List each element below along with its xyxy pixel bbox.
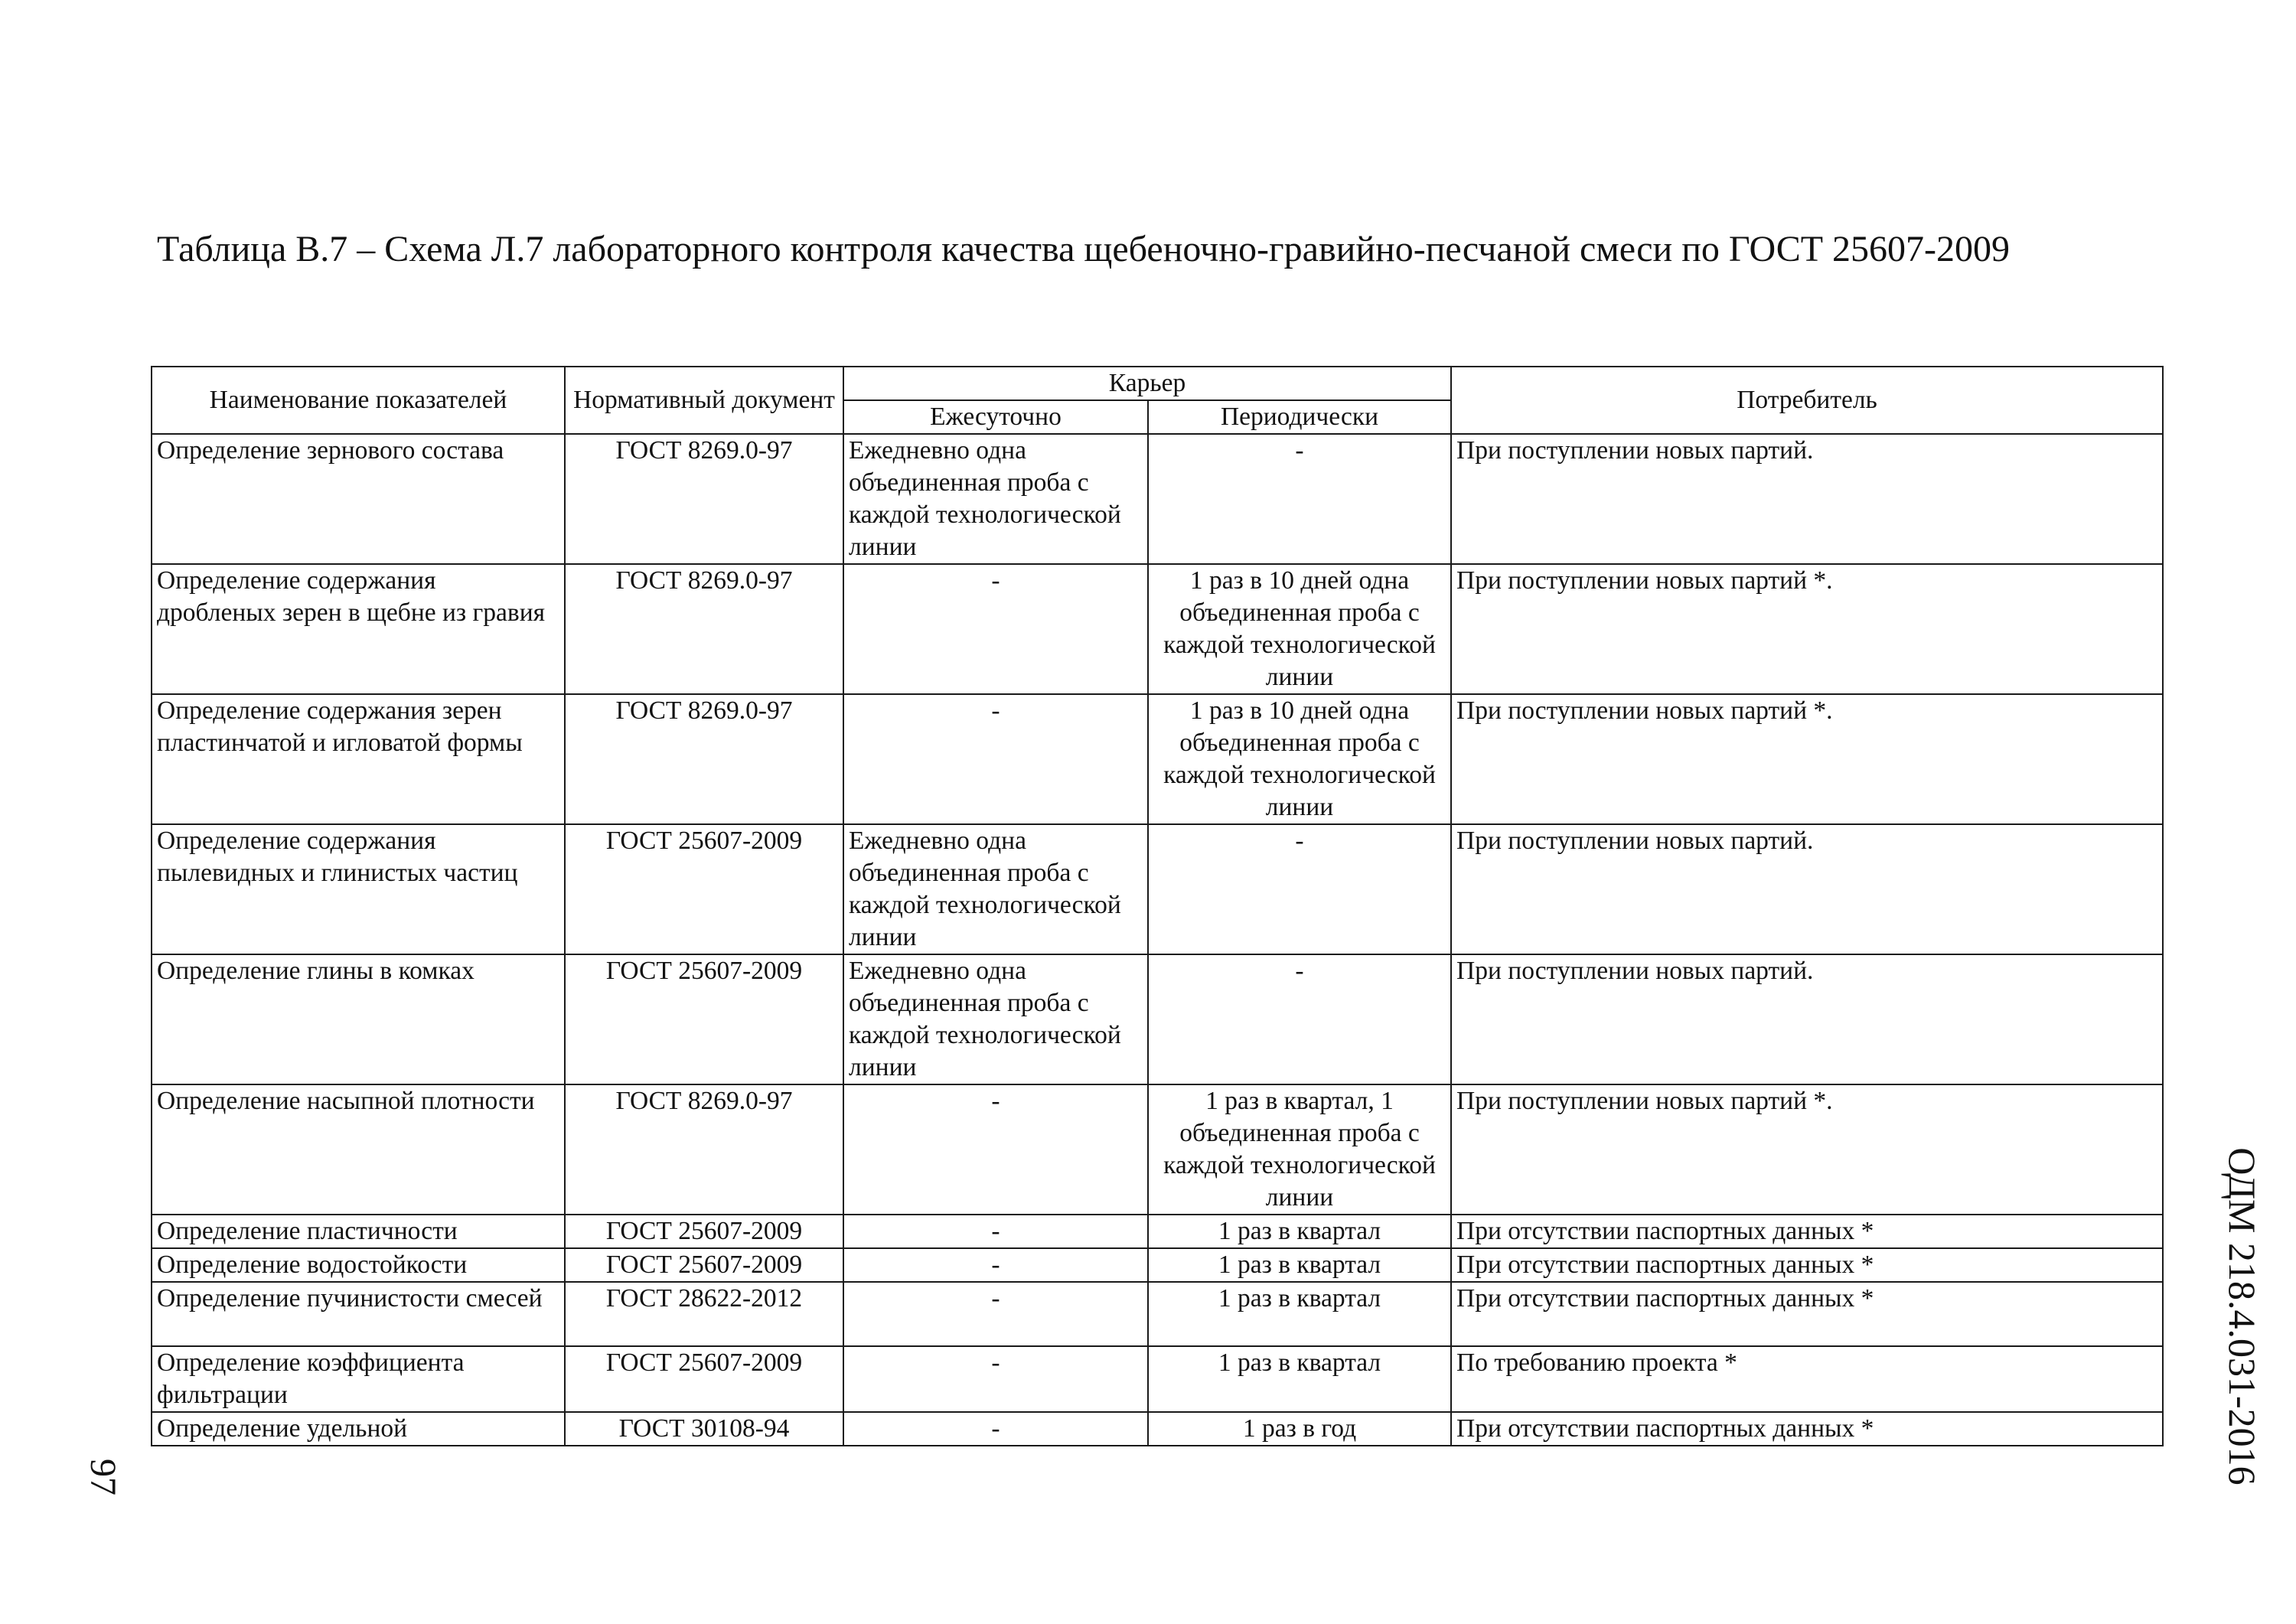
cell-daily: - (843, 1084, 1148, 1215)
cell-daily: Ежедневно одна объединенная проба с каждой технологической линии (843, 824, 1148, 954)
cell-periodic: - (1148, 954, 1451, 1084)
cell-periodic: 1 раз в квартал (1148, 1346, 1451, 1412)
cell-name: Определение зернового состава (152, 434, 565, 564)
cell-doc: ГОСТ 25607-2009 (565, 1215, 843, 1248)
cell-doc: ГОСТ 25607-2009 (565, 954, 843, 1084)
page-number: 97 (83, 1459, 123, 1495)
header-periodic: Периодически (1148, 400, 1451, 434)
table-row (152, 694, 2163, 824)
cell-doc: ГОСТ 25607-2009 (565, 1346, 843, 1412)
cell-name: Определение насыпной плотности (152, 1084, 565, 1215)
cell-doc: ГОСТ 30108-94 (565, 1412, 843, 1446)
cell-name: Определение пластичности (152, 1215, 565, 1248)
table-row (152, 564, 2163, 694)
cell-doc: ГОСТ 8269.0-97 (565, 1084, 843, 1215)
table-row (152, 1346, 2163, 1412)
table-row (152, 434, 2163, 564)
cell-doc: ГОСТ 25607-2009 (565, 1248, 843, 1282)
cell-consumer: При поступлении новых партий *. (1451, 564, 2163, 694)
cell-consumer: При отсутствии паспортных данных * (1451, 1412, 2163, 1446)
table-row (152, 954, 2163, 1084)
header-quarry: Карьер (843, 367, 1451, 400)
cell-consumer: При отсутствии паспортных данных * (1451, 1215, 2163, 1248)
cell-doc: ГОСТ 8269.0-97 (565, 694, 843, 824)
table-row (152, 1084, 2163, 1215)
cell-consumer: По требованию проекта * (1451, 1346, 2163, 1412)
cell-daily: - (843, 1346, 1148, 1412)
cell-consumer: При отсутствии паспортных данных * (1451, 1248, 2163, 1282)
cell-daily: - (843, 1248, 1148, 1282)
table-row (152, 1412, 2163, 1446)
cell-daily: Ежедневно одна объединенная проба с каждой технологической линии (843, 954, 1148, 1084)
cell-periodic: 1 раз в квартал (1148, 1215, 1451, 1248)
cell-name: Определение содержания дробленых зерен в щебне из гравия (152, 564, 565, 694)
header-indicator-name: Наименование показателей (152, 367, 565, 434)
table-row (152, 1215, 2163, 1248)
table-row (152, 824, 2163, 954)
cell-daily: - (843, 1412, 1148, 1446)
cell-name: Определение удельной (152, 1412, 565, 1446)
cell-periodic: 1 раз в год (1148, 1412, 1451, 1446)
table-row (152, 1248, 2163, 1282)
cell-name: Определение водостойкости (152, 1248, 565, 1282)
cell-consumer: При поступлении новых партий. (1451, 824, 2163, 954)
cell-periodic: 1 раз в квартал (1148, 1282, 1451, 1346)
cell-daily: Ежедневно одна объединенная проба с каждой технологической линии (843, 434, 1148, 564)
cell-daily: - (843, 1215, 1148, 1248)
quality-control-table (151, 366, 2164, 1446)
cell-periodic: 1 раз в квартал (1148, 1248, 1451, 1282)
cell-periodic: 1 раз в 10 дней одна объединенная проба с каждой технологической линии (1148, 564, 1451, 694)
cell-daily: - (843, 564, 1148, 694)
cell-periodic: 1 раз в квартал, 1 объединенная проба с каждой технологической линии (1148, 1084, 1451, 1215)
cell-doc: ГОСТ 8269.0-97 (565, 434, 843, 564)
cell-name: Определение содержания зерен пластинчатой и игловатой формы (152, 694, 565, 824)
header-consumer: Потребитель (1451, 367, 2163, 434)
cell-consumer: При поступлении новых партий. (1451, 954, 2163, 1084)
cell-name: Определение пучинистости смесей (152, 1282, 565, 1346)
cell-daily: - (843, 694, 1148, 824)
cell-consumer: При отсутствии паспортных данных * (1451, 1282, 2163, 1346)
document-code: ОДМ 218.4.031-2016 (2221, 1147, 2264, 1485)
cell-consumer: При поступлении новых партий *. (1451, 694, 2163, 824)
table-caption: Таблица В.7 – Схема Л.7 лабораторного контроля качества щебеночно-гравийно-песчаной смеси по ГОСТ 25607-2009 (157, 229, 2011, 269)
cell-name: Определение коэффициента фильтрации (152, 1346, 565, 1412)
cell-doc: ГОСТ 25607-2009 (565, 824, 843, 954)
cell-periodic: 1 раз в 10 дней одна объединенная проба с каждой технологической линии (1148, 694, 1451, 824)
cell-name: Определение содержания пылевидных и глинистых частиц (152, 824, 565, 954)
cell-periodic: - (1148, 434, 1451, 564)
cell-doc: ГОСТ 8269.0-97 (565, 564, 843, 694)
cell-consumer: При поступлении новых партий *. (1451, 1084, 2163, 1215)
header-normative-document: Нормативный документ (565, 367, 843, 434)
cell-doc: ГОСТ 28622-2012 (565, 1282, 843, 1346)
cell-consumer: При поступлении новых партий. (1451, 434, 2163, 564)
cell-periodic: - (1148, 824, 1451, 954)
header-daily: Ежесуточно (843, 400, 1148, 434)
cell-daily: - (843, 1282, 1148, 1346)
table-row (152, 1282, 2163, 1346)
cell-name: Определение глины в комках (152, 954, 565, 1084)
